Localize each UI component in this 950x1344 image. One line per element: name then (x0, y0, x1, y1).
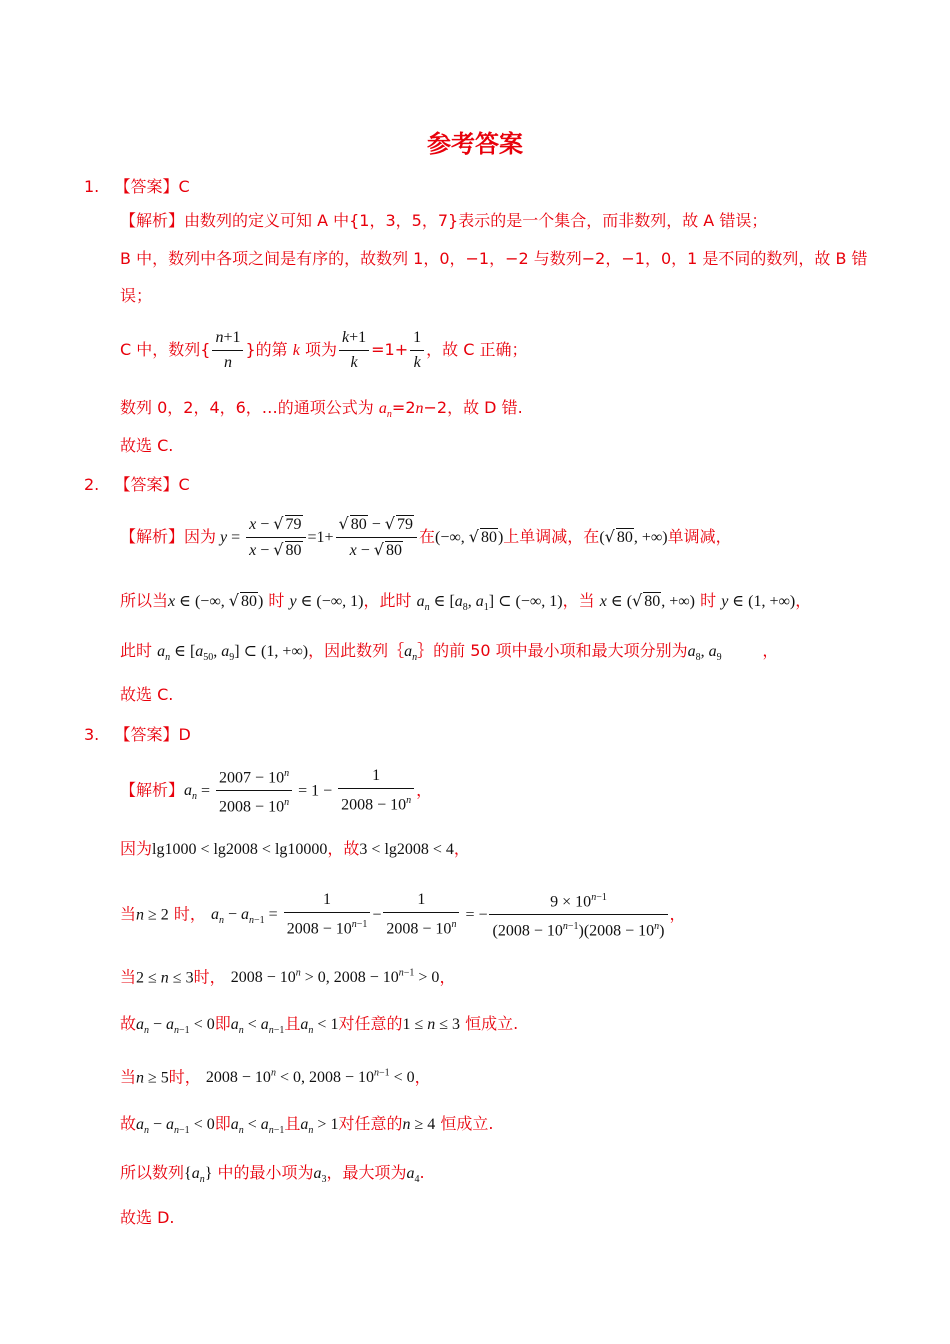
page-title: 参考答案 (427, 130, 523, 158)
answer-label: 【答案】D (114, 725, 191, 744)
fraction-n-plus-1-over-n: $\frac{n+1}{n}$ (212, 328, 243, 373)
question-3 (84, 722, 191, 745)
answer-label: 【答案】C (114, 475, 190, 494)
q3-analysis-line3: 当n ≥ 2 时， $a_n - a_{n-1}$ = $\frac{1}{2008 - 10^{n-1}}$ − $\frac{1}{2008 - 10^n}$ = − $\frac{9 \times 10^{n-1}}{(2008 - 10^{n-1})(2008 - 10^n)}$ ， (120, 888, 686, 942)
q1-conclusion: 故选 C. (120, 436, 174, 455)
fraction-difference-2: $\frac{1}{2008 - 10^n}$ (383, 890, 459, 939)
fraction-k-plus-1-over-k: $\frac{k+1}{k}$ (339, 328, 369, 373)
q3-analysis-line1: 【解析】$a_n$ = $\frac{2007 - 10^n}{2008 - 10^n}$ = 1 − $\frac{1}{2008 - 10^n}$ ， (120, 764, 432, 818)
q3-analysis-line6: 当n ≥ 5时， $2008 - 10^n < 0$, $2008 - 10^{n-1} < 0$， (120, 1067, 431, 1087)
q1-analysis-line4: C 中，数列{ $\frac{n+1}{n}$ }的第 k 项为 $\frac{k+1}{k}$ =1+ $\frac{1}{k}$ ，故 C 正确； (120, 329, 528, 371)
q2-analysis-line3: 此时 $a_n$ ∈ [$a_{50}$, $a_9$] ⊂ (1, +∞)，因此数列$\{a_n\}$的前 50 项中最小项和最大项分别为$a_8$, $a_9$ ， (120, 641, 779, 664)
fraction-1-over-k: $\frac{1}{k}$ (410, 328, 424, 373)
fraction-sqrt-difference: $\frac{√ 80 - √ 79}{x - √ 80}$ (336, 514, 417, 561)
q3-analysis-line7: 故$a_n - a_{n-1} < 0$即$a_n < a_{n-1}$且$a_n > 1$对任意的n ≥ 4 恒成立. (120, 1114, 494, 1137)
question-2 (84, 472, 190, 495)
q1-analysis-line3: 误； (120, 286, 153, 305)
q3-analysis-line2: 因为lg1000 < lg2008 < lg10000，故3 < lg2008 < 4， (120, 839, 470, 858)
q2-analysis-line2: 所以当x ∈ (−∞, √ 80) 时 y ∈ (−∞, 1)，此时 $a_n$ ∈ [$a_8$, $a_1$] ⊂ (−∞, 1)，当 x ∈ (√ 80, +∞) 时 y ∈ (1, +∞)， (120, 591, 812, 614)
q3-analysis-line8: 所以数列$\{a_n\}$ 中的最小项为$a_3$，最大项为$a_4$. (120, 1163, 425, 1186)
q2-conclusion: 故选 C. (120, 685, 174, 704)
fraction-y-expression: $\frac{x - √ 79}{x - √ 80}$ (246, 514, 305, 561)
fraction-difference-1: $\frac{1}{2008 - 10^{n-1}}$ (284, 890, 371, 939)
q1-analysis-line5: 数列 0，2，4，6，…的通项公式为 $a_n=2n-2$，故 D 错. (120, 398, 523, 421)
fraction-one-over: $\frac{1}{2008 - 10^n}$ (338, 766, 414, 815)
question-number: 1. (84, 177, 100, 196)
answer-label: 【答案】C (114, 177, 190, 196)
question-1 (84, 174, 190, 197)
fraction-difference-result: $\frac{9 \times 10^{n-1}}{(2008 - 10^{n-1})(2008 - 10^n)}$ (489, 888, 667, 942)
question-number: 3. (84, 725, 100, 744)
q1-analysis-line2: B 中，数列中各项之间是有序的，故数列 1，0，−1，−2 与数列−2，−1，0，1 是不同的数列，故 B 错 (120, 249, 868, 268)
q1-analysis-line1: 【解析】由数列的定义可知 A 中{1，3，5，7}表示的是一个集合，而非数列，故 A 错误； (120, 211, 768, 230)
fraction-an: $\frac{2007 - 10^n}{2008 - 10^n}$ (216, 764, 292, 818)
q3-analysis-line5: 故$a_n - a_{n-1} < 0$即$a_n < a_{n-1}$且$a_n < 1$对任意的1 ≤ n ≤ 3 恒成立. (120, 1014, 519, 1037)
q3-analysis-line4: 当2 ≤ n ≤ 3时， $2008 - 10^n > 0$, $2008 - 10^{n-1} > 0$， (120, 967, 456, 987)
q2-analysis-line1: 【解析】因为 y = $\frac{x - √ 79}{x - √ 80}$ =1+ $\frac{√ 80 - √ 79}{x - √ 80}$ 在(−∞, √ 80)上单调减，在(√ 80, +∞)单调减， (120, 514, 732, 559)
question-number: 2. (84, 475, 100, 494)
q3-conclusion: 故选 D. (120, 1208, 175, 1227)
